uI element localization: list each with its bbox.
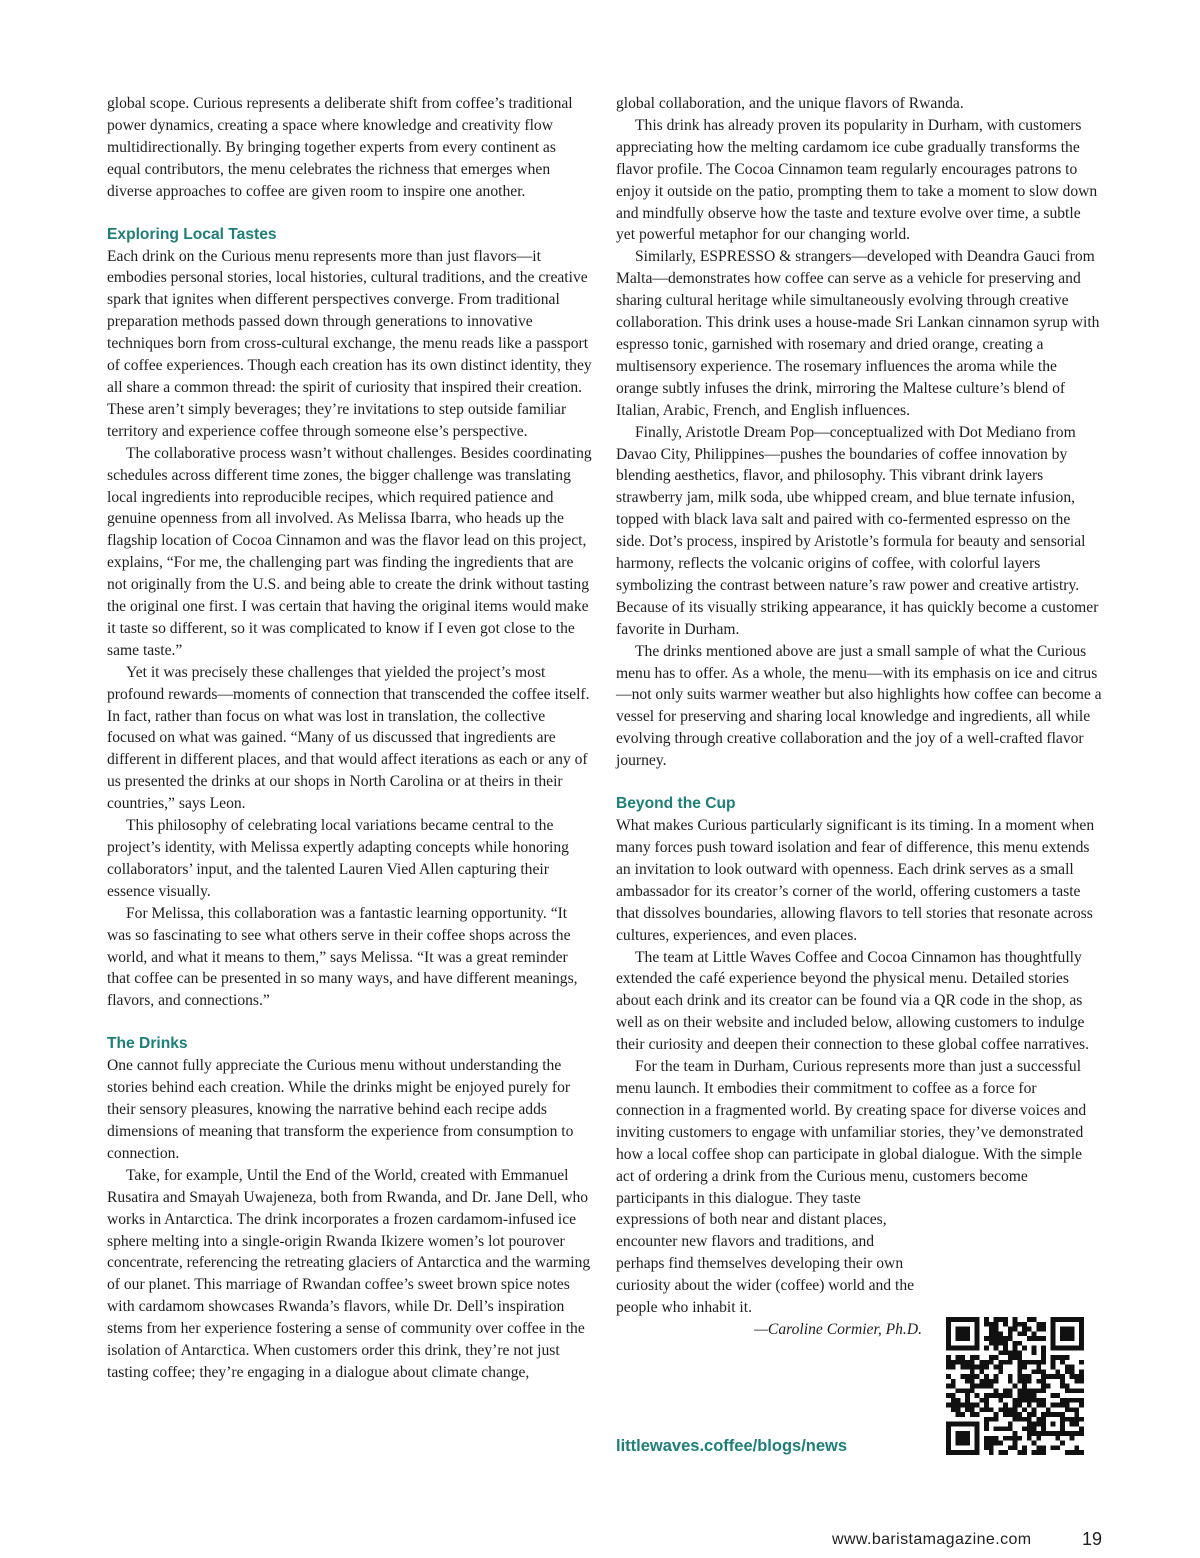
paragraph: What makes Curious particularly significant is its timing. In a moment when many forces push toward isolation and fear of difference, this menu extends an invitation to look outward with openness. Each drink serves as a small ambassador for its creator’s corner of the world, offering customers a taste that dissolves boundaries, allowing flavors to tell stories that resonate across cultures, experiences, and even places. — [616, 817, 1095, 944]
qr-code-icon[interactable] — [946, 1317, 1084, 1455]
paragraph: Finally, Aristotle Dream Pop—conceptualized with Dot Mediano from Davao City, Philippines—pushes the boundaries of coffee innovation by blending aesthetics, flavor, and philosophy. This vibrant drink layers strawberry jam, milk soda, ube whipped cream, and blue ternate infusion, topped with black lava salt and paired with co-fermented espresso on the side. Dot’s process, inspired by Aristotle’s formula for beauty and sensorial harmony, reflects the volcanic origins of coffee, with colorful layers symbolizing the contrast between nature’s raw power and creative artistry. Because of its visually striking appearance, it has quickly become a customer favorite in Durham. — [616, 423, 1099, 638]
paragraph: Similarly, ESPRESSO & strangers—developed with Deandra Gauci from Malta—demonstrates how coffee can serve as a vehicle for preserving and sharing cultural heritage while simultaneously evolving through creative collaboration. This drink uses a house-made Sri Lankan cinnamon syrup with espresso tonic, garnished with rosemary and dried orange, creating a multisensory experience. The rosemary influences the aroma while the orange subtly infuses the drink, mirroring the Maltese culture’s blend of Italian, Arabic, French, and English influences. — [616, 248, 1100, 419]
right-column — [616, 93, 1103, 1341]
paragraph: The team at Little Waves Coffee and Cocoa Cinnamon has thoughtfully extended the café experience beyond the physical menu. Detailed stories about each drink and its creator can be found via a QR code in the shop, as well as on their website and included below, allowing customers to indulge their curiosity and deepen their connection to these global coffee narratives. — [616, 948, 1089, 1054]
paragraph: This drink has already proven its popularity in Durham, with customers appreciating how the melting cardamom ice cube gradually transforms the flavor profile. The Cocoa Cinnamon team regularly encourages patrons to enjoy it outside on the patio, prompting them to take a moment to slow down and mindfully observe how the taste and texture evolve over time, a subtle yet powerful metaphor for our changing world. — [616, 116, 1098, 244]
paragraph: For Melissa, this collaboration was a fantastic learning opportunity. “It was so fascinating to see what others serve in their coffee shops across the world, and what it means to them,” says Melissa. “It was a great reminder that coffee can be presented in so many ways, and have different meanings, flavors, and connections.” — [107, 904, 578, 1010]
paragraph: Take, for example, Until the End of the World, created with Emmanuel Rusatira and Smayah Uwajeneza, both from Rwanda, and Dr. Jane Dell, who works in Antarctica. The drink incorporates a frozen cardamom-infused ice sphere melting into a single-origin Rwanda Ikizere women’s lot pourover concentrate, referencing the retreating glaciers of Antarctica and the warming of our planet. This marriage of Rwandan coffee’s sweet brown spice notes with cardamom showcases Rwanda’s flavors, while Dr. Dell’s inspiration stems from her experience fostering a sense of community over coffee in the isolation of Antarctica. When customers order this drink, they’re not just tasting coffee; they’re engaging in a dialogue about climate change, — [107, 1166, 591, 1381]
page-number: 19 — [1082, 1529, 1103, 1549]
paragraph-closing: expressions of both near and distant places, encounter new flavors and traditions, and perhaps find themselves developing their own curiosity about the wider (coffee) world and the people who inhabit it. — [616, 1211, 915, 1317]
left-column — [107, 93, 593, 1384]
footer-website: www.baristamagazine.com — [832, 1531, 1032, 1548]
paragraph: global scope. Curious represents a deliberate shift from coffee’s traditional power dynamics, creating a space where knowledge and creativity flow multidirectionally. By bringing together experts from every continent as equal contributors, the menu celebrates the richness that emerges when diverse approaches to coffee are given room to inspire one another. — [107, 95, 573, 200]
paragraph: One cannot fully appreciate the Curious menu without understanding the stories behind each creation. While the drinks might be enjoyed purely for their sensory pleasures, knowing the narrative behind each recipe adds dimensions of meaning that transform the experience from consumption to connection. — [107, 1057, 574, 1162]
section-heading-exploring-local-tastes: Exploring Local Tastes — [107, 225, 277, 243]
paragraph: For the team in Durham, Curious represents more than just a successful menu launch. It embodies their commitment to coffee as a force for connection in a fragmented world. By creating space for diverse voices and inviting customers to engage with unfamiliar stories, they’ve demonstrated how a local coffee shop can participate in global dialogue. With the simple act of ordering a drink from the Curious menu, customers become participants in this dialogue. They taste — [616, 1058, 1087, 1207]
author-byline: —Caroline Cormier, Ph.D. — [754, 1320, 922, 1338]
paragraph: The drinks mentioned above are just a small sample of what the Curious menu has to offer. As a whole, the menu—with its emphasis on ice and citrus—not only suits warmer weather but also highlights how coffee can become a vessel for preserving and sharing local knowledge and ingredients, all while evolving through creative collaboration and the joy of a well-crafted flavor journey. — [616, 642, 1102, 770]
paragraph: Each drink on the Curious menu represents more than just flavors—it embodies personal stories, local histories, cultural traditions, and the creative spark that ignites when different perspectives converge. From traditional preparation methods passed down through generations to innovative techniques born from cross-cultural exchange, the menu reads like a passport of coffee experiences. Though each creation has its own distinct identity, they all share a common thread: the spirit of curiosity that inspired their creation. These aren’t simply beverages; they’re invitations to step outside familiar territory and experience coffee through someone else’s perspective. — [107, 247, 592, 440]
paragraph: The collaborative process wasn’t without challenges. Besides coordinating schedules across different time zones, the bigger challenge was translating local ingredients into reproducible recipes, which required patience and genuine openness from all involved. As Melissa Ibarra, who heads up the flagship location of Cocoa Cinnamon and was the flavor lead on this project, explains, “For me, the challenging part was finding the ingredients that are not originally from the U.S. and being able to create the drink without tasting the original one first. I was certain that having the original items would make it taste so different, so it was complicated to know if I even got close to the same taste.” — [107, 444, 592, 659]
blog-link[interactable]: littlewaves.coffee/blogs/news — [616, 1437, 848, 1455]
section-heading-the-drinks: The Drinks — [107, 1035, 188, 1053]
section-heading-beyond-the-cup: Beyond the Cup — [616, 795, 736, 813]
paragraph: This philosophy of celebrating local variations became central to the project’s identity, with Melissa expertly adapting concepts while honoring collaborators’ input, and the talented Lauren Vied Allen capturing their essence visually. — [107, 817, 569, 900]
paragraph: Yet it was precisely these challenges that yielded the project’s most profound rewards—moments of connection that transcended the coffee itself. In fact, rather than focus on what was lost in translation, the collective focused on what was gained. “Many of us discussed that ingredients are different in different places, and that would affect iterations as each or any of us presented the drinks at our shops in North Carolina or at theirs in their countries,” says Leon. — [107, 663, 590, 813]
paragraph: global collaboration, and the unique flavors of Rwanda. — [616, 95, 964, 112]
